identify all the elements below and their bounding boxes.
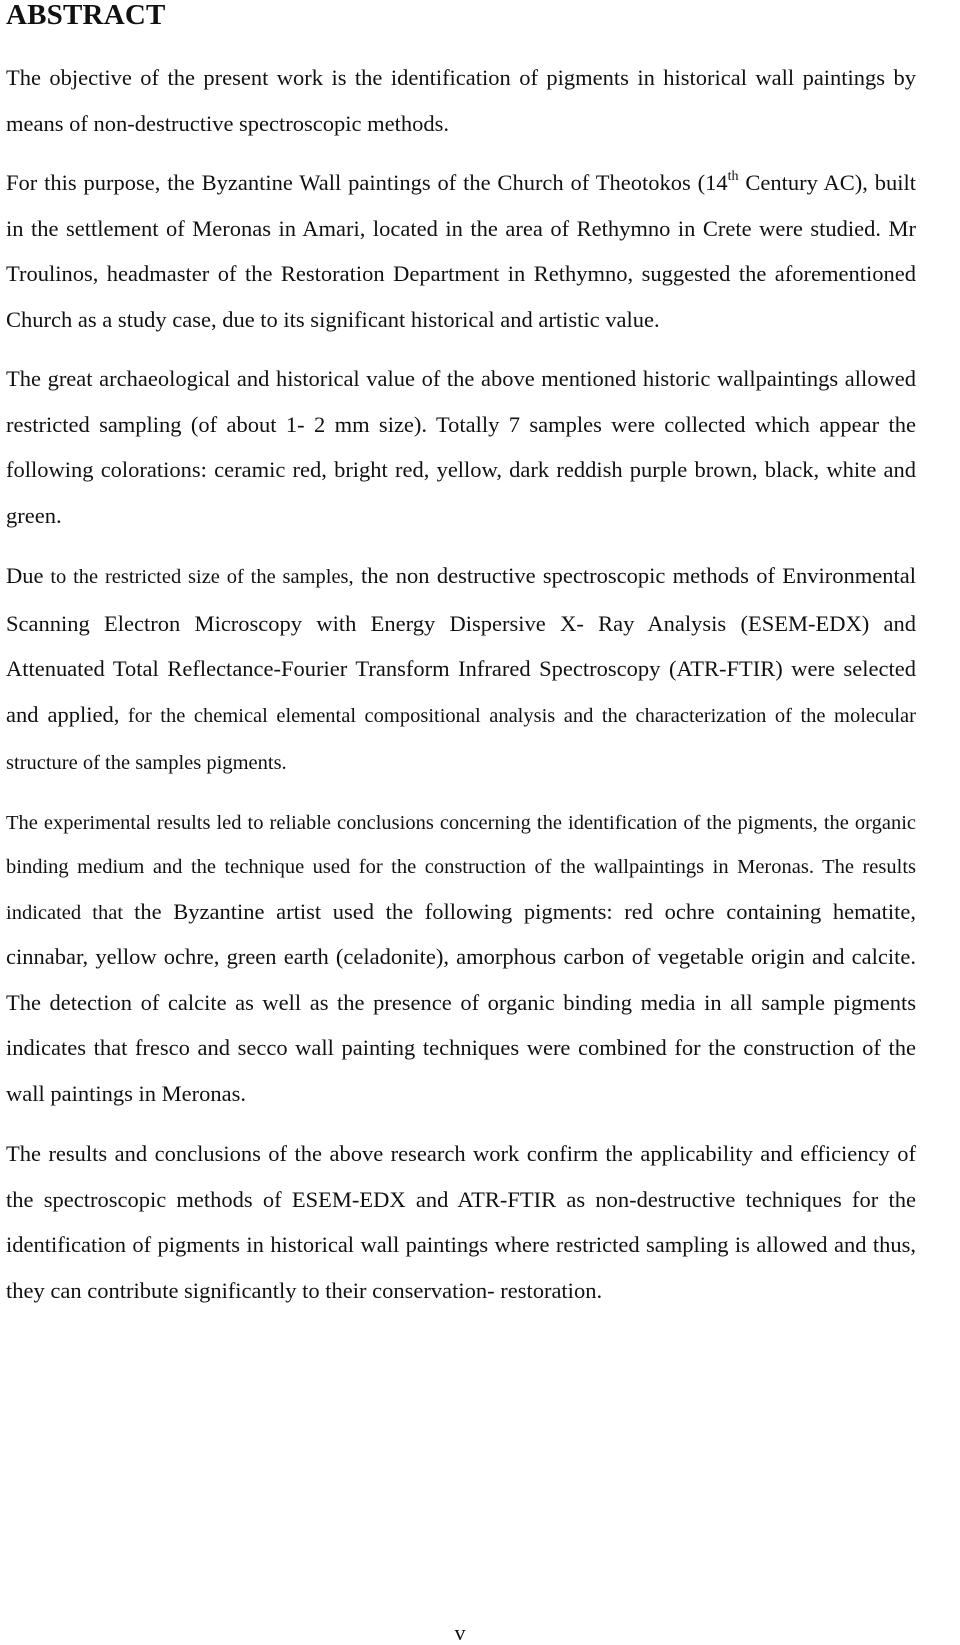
paragraph-methods-text-b: to the restricted size of the samples, [43, 566, 354, 588]
paragraph-conclusions: The results and conclusions of the above research work confirm the applicability and efficiency of the spectroscopic methods of ESEM-EDX and ATR-FTIR as non-destructive techniques for the identification of pigments in historical wall paintings where restricted sampling is allowed and thus, they can contribute significantly to their conservation- restoration. [6, 1141, 916, 1303]
abstract-heading: ABSTRACT [6, 0, 166, 31]
document-page [6, 0, 916, 1313]
paragraph-purpose-text-a: For this purpose, the Byzantine Wall paintings of the Church of Theotokos (14 [6, 170, 728, 195]
superscript-th: th [727, 168, 739, 184]
paragraph-results-text-a: The experimental results led to reliable conclusions concerning the identification of the pigments, the organic binding medium and the technique used for the construction of the wallpaintings in Meronas. The results indicated that [6, 811, 916, 924]
paragraph-methods-text-a: Due [6, 563, 44, 588]
paragraph-purpose-text-b: Century AC), built in the settlement of Meronas in Amari, located in the area of Rethymno in Crete were studied. Mr Troulinos, headmaster of the Restoration Department in Rethymno, suggested the aforementioned Church as a study case, due to its significant historical and artistic value. [6, 170, 916, 332]
paragraph-results-text-b: the Byzantine artist used the following pigments: red ochre containing hematite, cinnabar, yellow ochre, green earth (celadonite), amorphous carbon of vegetable origin and calcite. The detection of calcite as well as the presence of organic binding media in all sample pigments indicates that fresco and secco wall painting techniques were combined for the construction of the wall paintings in Meronas. [6, 898, 916, 1106]
paragraph-purpose [6, 160, 916, 342]
paragraph-sampling: The great archaeological and historical value of the above mentioned historic wallpaintings allowed restricted sampling (of about 1- 2 mm size). Totally 7 samples were collected which appear the following colorations: ceramic red, bright red, yellow, dark reddish purple brown, black, white and green. [6, 366, 916, 528]
paragraph-methods-text-d: for the chemical elemental compositional analysis and the characterization of the molecular structure of the samples pigments. [6, 704, 916, 774]
paragraph-results [6, 801, 916, 1118]
paragraph-methods-text-c: the non destructive spectroscopic methods of Environmental Scanning Electron Microscopy with Energy Dispersive X- Ray Analysis (ESEM-EDX) and Attenuated Total Reflectance-Fourier Transform Infrared Spectroscopy (ATR-FTIR) were selected and applied, [6, 563, 916, 727]
paragraph-methods [6, 553, 916, 787]
paragraph-objective: The objective of the present work is the identification of pigments in historical wall paintings by means of non-destructive spectroscopic methods. [6, 65, 916, 136]
page-number: v [454, 1620, 466, 1645]
